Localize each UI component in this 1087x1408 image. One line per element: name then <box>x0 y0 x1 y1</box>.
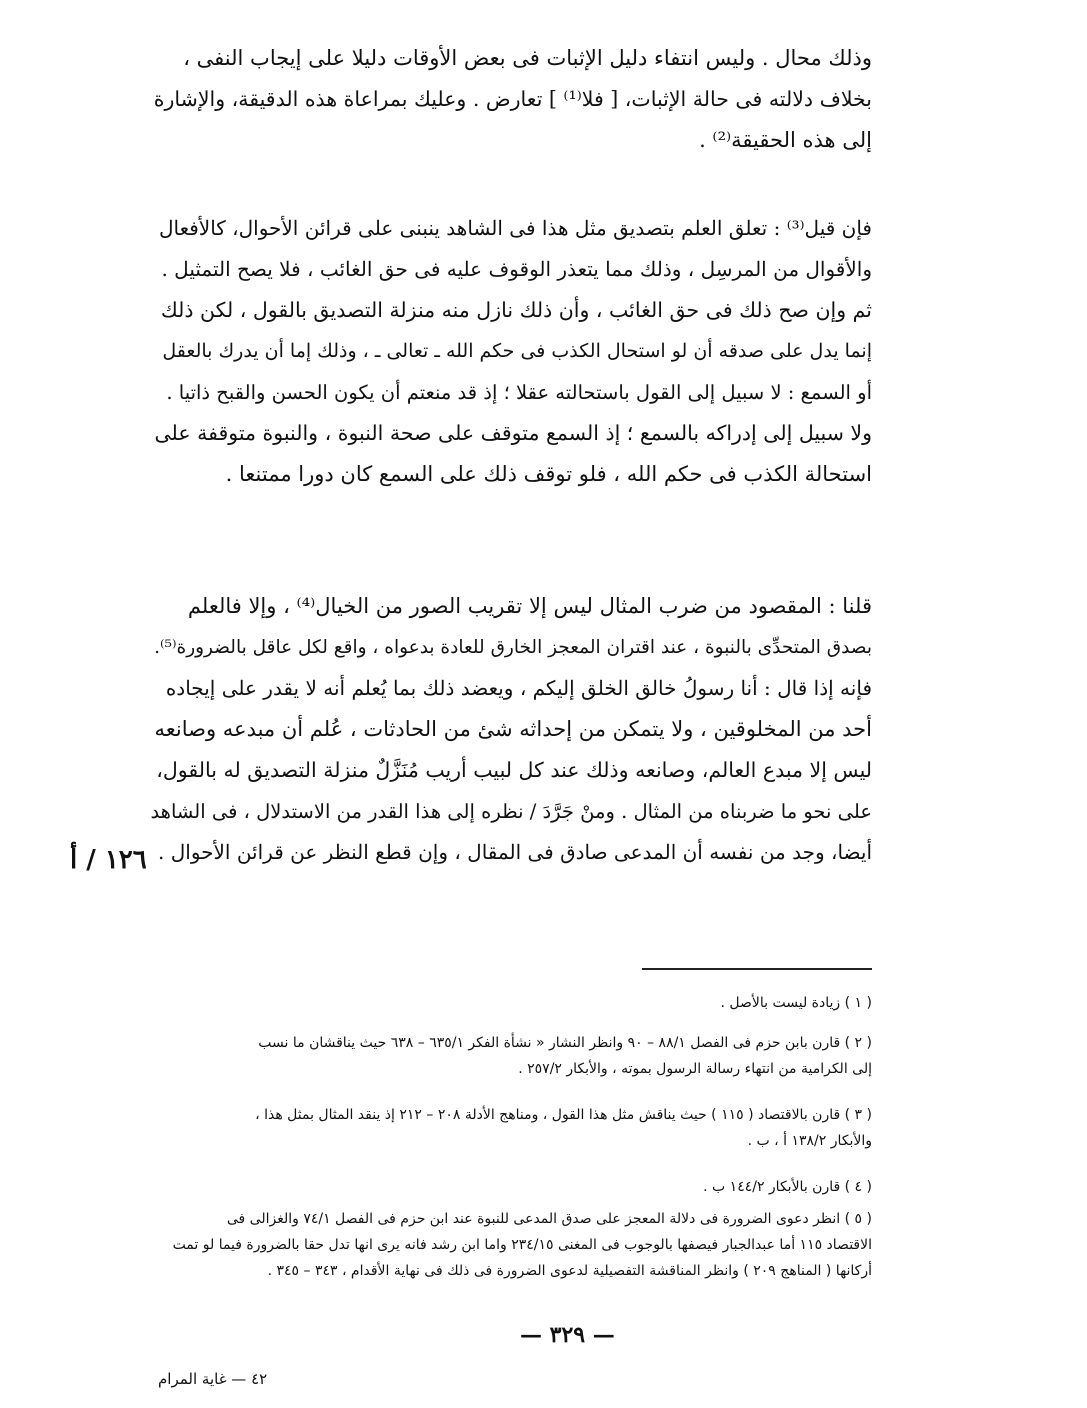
footnote-line: الاقتصاد ١١٥ أما عبدالجبار فيصفها بالوجوب فى المغنى ٢٣٤/١٥ واما ابن رشد فانه يرى انها تدل حقا بالضرورة فيما لو تمت <box>172 1237 872 1253</box>
text-line: ليس إلا مبدع العالم، وصانعه وذلك عند كل لبيب أريب مُنَزَّلٌ منزلة التصديق له بالقول، <box>156 758 872 782</box>
footnote-5 <box>150 1206 872 1284</box>
text-line: أيضا، وجد من نفسه أن المدعى صادق فى المقال ، وإن قطع النظر عن قرائن الأحوال . <box>158 840 872 864</box>
text-line: على نحو ما ضربناه من المثال . ومنْ جَرَّدَ / نظره إلى هذا القدر من الاستدلال ، فى الشاهد <box>150 800 872 823</box>
footnote-divider <box>642 968 872 970</box>
footnote-line: إلى الكرامية من انتهاء رسالة الرسول بموته ، والأبكار ٢٥٧/٢ . <box>518 1061 872 1077</box>
page-number: — ٣٢٩ — <box>520 1322 615 1348</box>
paragraph-3 <box>150 586 872 873</box>
footnote-1 <box>150 990 872 1016</box>
text-line: إنما يدل على صدقه أن لو استحال الكذب فى حكم الله ـ تعالى ـ ، وذلك إما أن يدرك بالعقل <box>162 340 872 362</box>
footnote-line: ( ٥ ) انظر دعوى الضرورة فى دلالة المعجز على صدق المدعى للنبوة عند ابن حزم فى الفصل ٧٤/١ والغزالى فى <box>226 1211 872 1227</box>
footnote-line: ( ١ ) زيادة ليست بالأصل . <box>720 995 872 1011</box>
printer-signature: ٤٢ — غاية المرام <box>158 1370 268 1388</box>
text-line: ولا سبيل إلى إدراكه بالسمع ؛ إذ السمع متوقف على صحة النبوة ، والنبوة متوقفة على <box>154 421 872 445</box>
footnote-line: ( ٤ ) قارن بالأبكار ١٤٤/٢ ب . <box>703 1179 872 1195</box>
text-line: فإنه إذا قال : أنا رسولُ خالق الخلق إليكم ، ويعضد ذلك بما يُعلم أنه لا يقدر على إيجاده <box>165 676 872 700</box>
text-line: أحد من المخلوقين ، ولا يتمكن من إحداثه شئ من الحادثات ، عُلم أن مبدعه وصانعه <box>154 717 872 741</box>
text-line: قلنا : المقصود من ضرب المثال ليس إلا تقريب الصور من الخيال⁽⁴⁾ ، وإلا فالعلم <box>187 594 872 618</box>
footnote-line: ( ٣ ) قارن بالاقتصاد ( ١١٥ ) حيث يناقش مثل هذا القول ، ومناهج الأدلة ٢٠٨ – ٢١٢ إذ ينقد المثال بمثل هذا ، <box>255 1107 872 1123</box>
footnote-line: والأبكار ١٣٨/٢ أ ، ب . <box>747 1133 872 1149</box>
text-line: أو السمع : لا سبيل إلى القول باستحالته عقلا ؛ إذ قد منعتم أن يكون الحسن والقبح ذاتيا . <box>166 381 872 404</box>
text-line: فإن قيل⁽³⁾ : تعلق العلم بتصديق مثل هذا فى الشاهد ينبنى على قرائن الأحوال، كالأفعال <box>158 216 872 240</box>
text-line: بخلاف دلالته فى حالة الإثبات، [ فلا⁽¹⁾ ] تعارض . وعليك بمراعاة هذه الدقيقة، والإشارة <box>153 87 872 111</box>
footnote-2 <box>150 1030 872 1082</box>
footnote-line: ( ٢ ) قارن بابن حزم فى الفصل ٨٨/١ – ٩٠ وانظر النشار « نشأة الفكر ٦٣٥/١ – ٦٣٨ حيث يناقشان ما نسب <box>258 1035 872 1051</box>
footnote-3 <box>150 1102 872 1154</box>
paragraph-2 <box>150 208 872 495</box>
margin-folio-reference: ١٢٦ / أ <box>70 845 147 875</box>
text-line: إلى هذه الحقيقة⁽²⁾ . <box>699 128 872 152</box>
paragraph-1 <box>150 38 872 161</box>
text-line: استحالة الكذب فى حكم الله ، فلو توقف ذلك على السمع كان دورا ممتنعا . <box>225 462 872 486</box>
text-line: بصدق المتحدِّى بالنبوة ، عند اقتران المعجز الخارق للعادة بدعواه ، واقع لكل عاقل بالضرورة⁽⁵⁾. <box>154 637 872 658</box>
text-line: ثم وإن صح ذلك فى حق الغائب ، وأن ذلك نازل منه منزلة التصديق بالقول ، لكن ذلك <box>160 298 872 322</box>
text-line: والأقوال من المرسِل ، وذلك مما يتعذر الوقوف عليه فى حق الغائب ، فلا يصح التمثيل . <box>161 257 872 281</box>
text-line: وذلك محال . وليس انتفاء دليل الإثبات فى بعض الأوقات دليلا على إيجاب النفى ، <box>183 46 872 70</box>
footnote-line: أركانها ( المناهج ٢٠٩ ) وانظر المناقشة التفصيلية لدعوى الضرورة فى ذلك فى نهاية الأقدام ، ٣٤٣ – ٣٤٥ . <box>267 1263 872 1279</box>
footnote-4 <box>150 1174 872 1200</box>
